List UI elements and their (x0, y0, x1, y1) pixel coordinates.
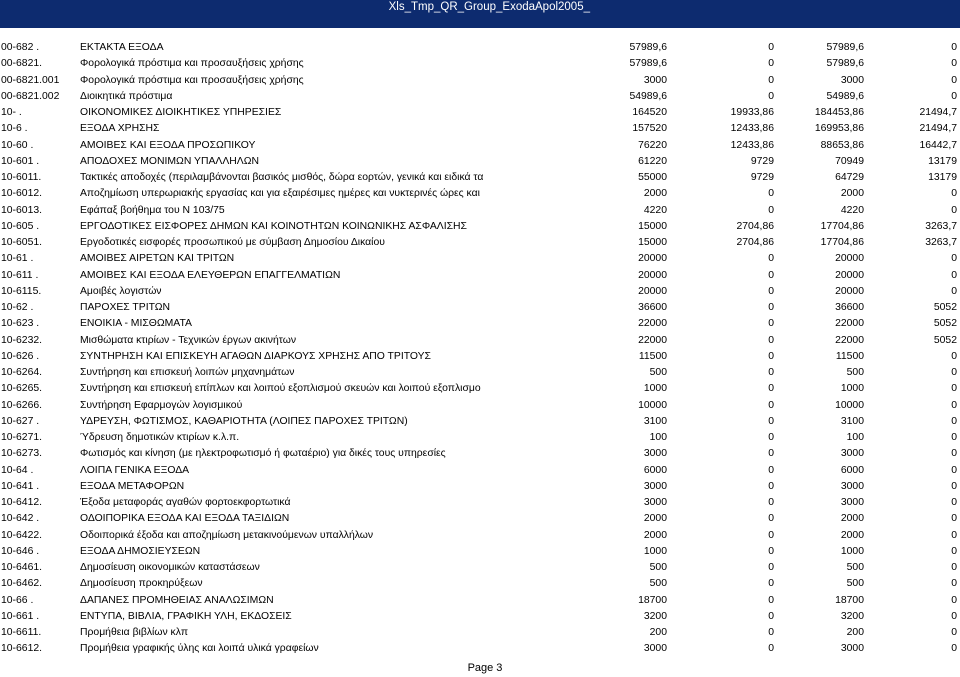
total-value: 6000 (840, 464, 864, 476)
budget-value: 100 (649, 432, 667, 443)
table-row (0, 446, 960, 462)
account-description: ΣΥΝΤΗΡΗΣΗ ΚΑΙ ΕΠΙΣΚΕΥΗ ΑΓΑΘΩΝ ΔΙΑΡΚΟΥΣ ΧΡΗΣΗΣ ΑΠΟ ΤΡΙΤΟΥΣ (80, 350, 431, 362)
budget-value: 57989,6 (629, 58, 667, 70)
table-row (0, 56, 960, 72)
account-code: 10-6612. (1, 643, 43, 655)
total-value: 18700 (835, 594, 864, 606)
budget-value: 2000 (643, 513, 667, 525)
commitment-value: 13179 (928, 172, 957, 183)
table-row (0, 576, 960, 592)
commitment-value: 0 (951, 204, 957, 216)
commitment-value: 0 (951, 399, 957, 411)
account-code: 10- . (1, 107, 22, 118)
window-title: Xls_Tmp_QR_Group_ExodaApol2005_ (388, 1, 590, 13)
budget-value: 6000 (643, 464, 667, 476)
change-value: 0 (768, 253, 774, 265)
change-value: 0 (768, 383, 774, 395)
total-value: 3000 (840, 448, 864, 460)
account-code: 10-64 . (1, 464, 34, 476)
change-value: 0 (768, 74, 774, 86)
change-value: 12433,86 (730, 139, 774, 151)
total-value: 500 (846, 367, 864, 378)
commitment-value: 0 (951, 367, 957, 378)
commitment-value: 0 (951, 464, 957, 476)
table-row (0, 398, 960, 414)
budget-value: 20000 (638, 253, 667, 265)
change-value: 0 (768, 318, 774, 330)
account-code: 10-6012. (1, 188, 43, 200)
account-code: 10-6264. (1, 367, 43, 378)
change-value: 9729 (750, 172, 774, 183)
change-value: 0 (768, 562, 774, 573)
commitment-value: 0 (951, 74, 957, 86)
change-value: 0 (768, 334, 774, 346)
table-row (0, 170, 960, 186)
account-description: ΑΜΟΙΒΕΣ ΚΑΙ ΕΞΟΔΑ ΕΛΕΥΘΕΡΩΝ ΕΠΑΓΓΕΛΜΑΤΙΩΝ (80, 269, 341, 281)
commitment-value: 0 (951, 90, 957, 102)
account-description: ΑΠΟΔΟΧΕΣ ΜΟΝΙΜΩΝ ΥΠΑΛΛΗΛΩΝ (80, 155, 259, 167)
change-value: 0 (768, 90, 774, 102)
account-description: ΟΔΟΙΠΟΡΙΚΑ ΕΞΟΔΑ ΚΑΙ ΕΞΟΔΑ ΤΑΞΙΔΙΩΝ (80, 513, 290, 525)
change-value: 0 (768, 204, 774, 216)
account-code: 10-62 . (1, 302, 34, 313)
total-value: 3100 (840, 415, 864, 427)
account-code: 10-60 . (1, 139, 34, 151)
commitment-value: 0 (951, 58, 957, 70)
commitment-value: 0 (951, 480, 957, 492)
budget-value: 61220 (638, 155, 667, 167)
total-value: 1000 (840, 383, 864, 395)
total-value: 2000 (840, 513, 864, 525)
account-code: 10-661 . (1, 610, 40, 622)
total-value: 20000 (835, 285, 864, 297)
table-row (0, 414, 960, 430)
budget-value: 200 (649, 627, 667, 638)
account-code: 10-6271. (1, 432, 43, 443)
change-value: 0 (768, 497, 774, 508)
commitment-value: 0 (951, 578, 957, 590)
table-row (0, 495, 960, 511)
commitment-value: 21494,7 (919, 123, 957, 135)
account-code: 10-6 . (1, 123, 28, 135)
change-value: 0 (768, 545, 774, 557)
budget-value: 18700 (638, 594, 667, 606)
account-description: Μισθώματα κτιρίων - Τεχνικών έργων ακινήτων (80, 334, 297, 346)
budget-value: 2000 (643, 529, 667, 541)
table-row (0, 105, 960, 121)
total-value: 4220 (840, 204, 864, 216)
account-description: Φορολογικά πρόστιμα και προσαυξήσεις χρήσης (80, 74, 304, 86)
budget-value: 157520 (632, 123, 667, 135)
budget-value: 2000 (643, 188, 667, 200)
budget-value: 4220 (643, 204, 667, 216)
page-number: Page 3 (467, 662, 503, 674)
commitment-value: 0 (951, 545, 957, 557)
account-code: 10-61 . (1, 253, 34, 265)
account-description: ΕΡΓΟΔΟΤΙΚΕΣ ΕΙΣΦΟΡΕΣ ΔΗΜΩΝ ΚΑΙ ΚΟΙΝΟΤΗΤΩΝ ΚΟΙΝΩΝΙΚΗΣ ΑΣΦΑΛΙΣΗΣ (80, 220, 467, 232)
account-description: Φωτισμός και κίνηση (με ηλεκτροφωτισμό ή φωταέριο) για δικές τους υπηρεσίες (80, 448, 446, 460)
change-value: 2704,86 (736, 220, 774, 232)
commitment-value: 0 (951, 562, 957, 573)
budget-value: 3000 (643, 480, 667, 492)
account-description: Προμήθεια γραφικής ύλης και λοιπά υλικά γραφείων (80, 643, 319, 655)
change-value: 0 (768, 464, 774, 476)
account-description: Συντήρηση και επισκευή επίπλων και λοιπού εξοπλισμού σκευών και λοιπού εξοπλισμο (80, 383, 481, 395)
budget-value: 11500 (638, 350, 667, 362)
commitment-value: 0 (951, 448, 957, 460)
table-row (0, 381, 960, 397)
commitment-value: 0 (951, 285, 957, 297)
total-value: 57989,6 (826, 42, 864, 53)
commitment-value: 21494,7 (919, 107, 957, 118)
change-value: 9729 (750, 155, 774, 167)
total-value: 88653,86 (820, 139, 864, 151)
account-description: ΠΑΡΟΧΕΣ ΤΡΙΤΩΝ (80, 302, 171, 313)
change-value: 0 (768, 188, 774, 200)
table-row (0, 544, 960, 560)
table-row (0, 528, 960, 544)
account-description: Δημοσίευση προκηρύξεων (80, 578, 203, 590)
commitment-value: 0 (951, 383, 957, 395)
account-code: 00-6821.002 (1, 90, 60, 102)
budget-value: 54989,6 (629, 90, 667, 102)
budget-value: 500 (649, 367, 667, 378)
account-code: 10-6011. (1, 172, 42, 183)
budget-value: 3200 (643, 610, 667, 622)
total-value: 3000 (840, 74, 864, 86)
table-row (0, 316, 960, 332)
budget-value: 55000 (638, 172, 667, 183)
change-value: 0 (768, 285, 774, 297)
account-code: 10-626 . (1, 350, 40, 362)
account-description: Διοικητικά πρόστιμα (80, 90, 173, 102)
change-value: 0 (768, 42, 774, 53)
commitment-value: 0 (951, 350, 957, 362)
table-row (0, 154, 960, 170)
table-row (0, 186, 960, 202)
account-code: 10-6412. (1, 497, 43, 508)
account-code: 10-627 . (1, 415, 40, 427)
report-table (0, 40, 960, 658)
commitment-value: 5052 (933, 302, 957, 313)
change-value: 12433,86 (730, 123, 774, 135)
budget-value: 20000 (638, 269, 667, 281)
commitment-value: 0 (951, 529, 957, 541)
total-value: 22000 (835, 318, 864, 330)
commitment-value: 3263,7 (925, 237, 957, 248)
total-value: 70949 (835, 155, 864, 167)
account-description: Ύδρευση δημοτικών κτιρίων κ.λ.π. (80, 432, 240, 443)
budget-value: 3000 (643, 497, 667, 508)
commitment-value: 3263,7 (925, 220, 957, 232)
change-value: 0 (768, 627, 774, 638)
table-row (0, 219, 960, 235)
total-value: 20000 (835, 269, 864, 281)
account-code: 10-601 . (1, 155, 40, 167)
table-row (0, 138, 960, 154)
account-code: 10-6462. (1, 578, 43, 590)
total-value: 2000 (840, 188, 864, 200)
table-row (0, 121, 960, 137)
title-bar (0, 0, 960, 28)
account-code: 10-6461. (1, 562, 43, 573)
table-row (0, 593, 960, 609)
commitment-value: 0 (951, 269, 957, 281)
table-row (0, 625, 960, 641)
commitment-value: 0 (951, 415, 957, 427)
account-code: 10-6273. (1, 448, 43, 460)
table-row (0, 463, 960, 479)
account-code: 10-6611. (1, 627, 42, 638)
budget-value: 15000 (638, 220, 667, 232)
budget-value: 22000 (638, 334, 667, 346)
budget-value: 164520 (632, 107, 667, 118)
table-row (0, 511, 960, 527)
budget-value: 3100 (643, 415, 667, 427)
commitment-value: 0 (951, 188, 957, 200)
account-code: 10-642 . (1, 513, 40, 525)
budget-value: 76220 (638, 139, 667, 151)
change-value: 0 (768, 529, 774, 541)
account-description: ΥΔΡΕΥΣΗ, ΦΩΤΙΣΜΟΣ, ΚΑΘΑΡΙΟΤΗΤΑ (ΛΟΙΠΕΣ ΠΑΡΟΧΕΣ ΤΡΙΤΩΝ) (80, 415, 408, 427)
total-value: 54989,6 (826, 90, 864, 102)
account-code: 10-6051. (1, 237, 43, 248)
account-description: ΕΞΟΔΑ ΔΗΜΟΣΙΕΥΣΕΩΝ (80, 545, 201, 557)
account-description: ΑΜΟΙΒΕΣ ΚΑΙ ΕΞΟΔΑ ΠΡΟΣΩΠΙΚΟΥ (80, 139, 256, 151)
change-value: 0 (768, 578, 774, 590)
budget-value: 22000 (638, 318, 667, 330)
table-row (0, 560, 960, 576)
change-value: 0 (768, 415, 774, 427)
commitment-value: 0 (951, 610, 957, 622)
change-value: 2704,86 (736, 237, 774, 248)
account-code: 10-66 . (1, 594, 34, 606)
account-description: Συντήρηση Εφαρμογών λογισμικού (80, 399, 243, 411)
total-value: 3000 (840, 643, 864, 655)
account-description: Εφάπαξ βοήθημα του Ν 103/75 (80, 204, 225, 216)
total-value: 3000 (840, 497, 864, 508)
account-code: 10-641 . (1, 480, 40, 492)
change-value: 0 (768, 610, 774, 622)
table-row (0, 609, 960, 625)
table-row (0, 430, 960, 446)
commitment-value: 0 (951, 253, 957, 265)
budget-value: 3000 (643, 448, 667, 460)
total-value: 57989,6 (826, 58, 864, 70)
total-value: 1000 (840, 545, 864, 557)
budget-value: 3000 (643, 643, 667, 655)
commitment-value: 5052 (933, 334, 957, 346)
account-description: Τακτικές αποδοχές (περιλαμβάνονται βασικός μισθός, δώρα εορτών, γενικά και ειδικά τα (80, 172, 484, 183)
total-value: 3000 (840, 480, 864, 492)
table-row (0, 235, 960, 251)
table-row (0, 73, 960, 89)
account-description: ΟΙΚΟΝΟΜΙΚΕΣ ΔΙΟΙΚΗΤΙΚΕΣ ΥΠΗΡΕΣΙΕΣ (80, 107, 282, 118)
budget-value: 1000 (643, 545, 667, 557)
account-description: Αμοιβές λογιστών (80, 285, 162, 297)
account-description: Εργοδοτικές εισφορές προσωπικού με σύμβαση Δημοσίου Δικαίου (80, 237, 385, 248)
total-value: 3200 (840, 610, 864, 622)
commitment-value: 5052 (933, 318, 957, 330)
account-description: ΛΟΙΠΑ ΓΕΝΙΚΑ ΕΞΟΔΑ (80, 464, 190, 476)
total-value: 17704,86 (820, 237, 864, 248)
account-description: ΕΝΤΥΠΑ, ΒΙΒΛΙΑ, ΓΡΑΦΙΚΗ ΥΛΗ, ΕΚΔΟΣΕΙΣ (80, 610, 292, 622)
change-value: 0 (768, 350, 774, 362)
account-description: Έξοδα μεταφοράς αγαθών φορτοεκφορτωτικά (80, 497, 291, 508)
change-value: 0 (768, 643, 774, 655)
account-code: 10-6422. (1, 529, 43, 541)
account-code: 10-611 . (1, 269, 39, 281)
change-value: 0 (768, 399, 774, 411)
account-description: Συντήρηση και επισκευή λοιπών μηχανημάτων (80, 367, 295, 378)
table-row (0, 479, 960, 495)
total-value: 64729 (835, 172, 864, 183)
account-description: Προμήθεια βιβλίων κλπ (80, 627, 189, 638)
total-value: 11500 (835, 350, 864, 362)
total-value: 500 (846, 562, 864, 573)
commitment-value: 0 (951, 432, 957, 443)
table-row (0, 251, 960, 267)
commitment-value: 0 (951, 42, 957, 53)
table-row (0, 641, 960, 657)
budget-value: 500 (649, 578, 667, 590)
table-row (0, 333, 960, 349)
account-description: ΑΜΟΙΒΕΣ ΑΙΡΕΤΩΝ ΚΑΙ ΤΡΙΤΩΝ (80, 253, 235, 265)
budget-value: 57989,6 (629, 42, 667, 53)
budget-value: 10000 (638, 399, 667, 411)
table-row (0, 40, 960, 56)
change-value: 0 (768, 594, 774, 606)
account-code: 10-6013. (1, 204, 43, 216)
change-value: 0 (768, 58, 774, 70)
change-value: 19933,86 (730, 107, 774, 118)
total-value: 20000 (835, 253, 864, 265)
budget-value: 15000 (638, 237, 667, 248)
budget-value: 20000 (638, 285, 667, 297)
change-value: 0 (768, 513, 774, 525)
total-value: 169953,86 (814, 123, 864, 135)
commitment-value: 0 (951, 643, 957, 655)
change-value: 0 (768, 432, 774, 443)
table-row (0, 349, 960, 365)
table-row (0, 268, 960, 284)
commitment-value: 0 (951, 497, 957, 508)
account-code: 10-6265. (1, 383, 43, 395)
commitment-value: 0 (951, 627, 957, 638)
account-description: ΕΝΟΙΚΙΑ - ΜΙΣΘΩΜΑΤΑ (80, 318, 192, 330)
account-description: Φορολογικά πρόστιμα και προσαυξήσεις χρήσης (80, 58, 304, 70)
account-code: 10-646 . (1, 545, 40, 557)
account-description: Αποζημίωση υπερωριακής εργασίας και για εξαιρέσιμες ημέρες και νυκτερινές ώρες και (80, 188, 480, 200)
account-description: ΕΞΟΔΑ ΧΡΗΣΗΣ (80, 123, 160, 135)
change-value: 0 (768, 367, 774, 378)
total-value: 17704,86 (820, 220, 864, 232)
account-description: ΔΑΠΑΝΕΣ ΠΡΟΜΗΘΕΙΑΣ ΑΝΑΛΩΣΙΜΩΝ (80, 594, 274, 606)
account-code: 10-6266. (1, 399, 43, 411)
account-code: 10-623 . (1, 318, 40, 330)
total-value: 10000 (835, 399, 864, 411)
account-description: ΕΚΤΑΚΤΑ ΕΞΟΔΑ (80, 42, 164, 53)
change-value: 0 (768, 480, 774, 492)
commitment-value: 0 (951, 513, 957, 525)
table-row (0, 89, 960, 105)
budget-value: 500 (649, 562, 667, 573)
budget-value: 3000 (643, 74, 667, 86)
commitment-value: 0 (951, 594, 957, 606)
change-value: 0 (768, 302, 774, 313)
change-value: 0 (768, 269, 774, 281)
account-code: 00-6821. (1, 58, 43, 70)
commitment-value: 13179 (928, 155, 957, 167)
account-code: 10-6232. (1, 334, 43, 346)
account-description: Οδοιπορικά έξοδα και αποζημίωση μετακινούμενων υπαλλήλων (80, 529, 374, 541)
table-row (0, 284, 960, 300)
account-code: 10-605 . (1, 220, 40, 232)
total-value: 2000 (840, 529, 864, 541)
table-row (0, 300, 960, 316)
total-value: 500 (846, 578, 864, 590)
page-footer (0, 661, 960, 675)
total-value: 200 (846, 627, 864, 638)
budget-value: 36600 (638, 302, 667, 313)
change-value: 0 (768, 448, 774, 460)
table-row (0, 203, 960, 219)
budget-value: 1000 (643, 383, 667, 395)
account-description: Δημοσίευση οικονομικών καταστάσεων (80, 562, 260, 573)
total-value: 184453,86 (814, 107, 864, 118)
table-row (0, 365, 960, 381)
account-code: 00-682 . (1, 42, 40, 53)
account-code: 00-6821.001 (1, 74, 60, 86)
total-value: 22000 (835, 334, 864, 346)
account-code: 10-6115. (1, 285, 42, 297)
total-value: 36600 (835, 302, 864, 313)
account-description: ΕΞΟΔΑ ΜΕΤΑΦΟΡΩΝ (80, 480, 185, 492)
commitment-value: 16442,7 (919, 139, 957, 151)
total-value: 100 (846, 432, 864, 443)
